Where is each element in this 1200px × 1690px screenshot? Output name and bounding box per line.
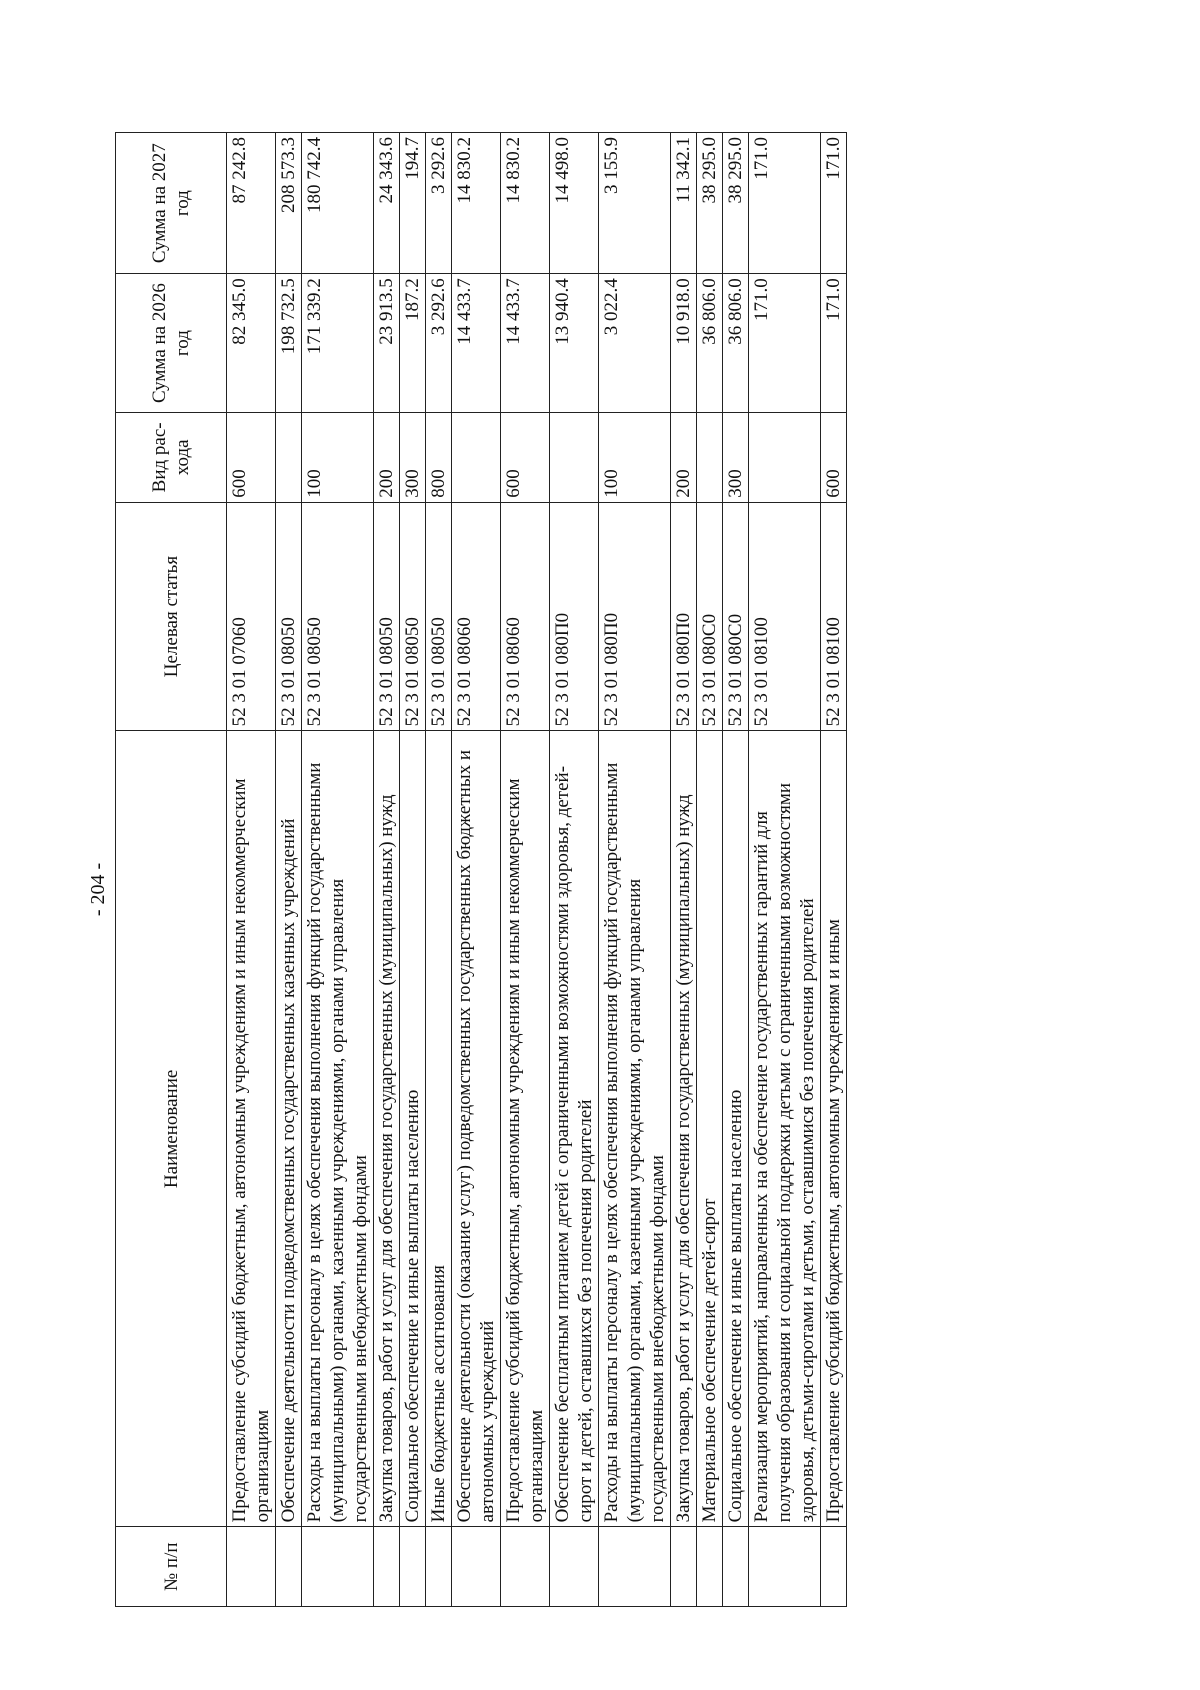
table-row <box>400 133 426 1607</box>
cell-code: 52 3 01 08050 <box>374 502 400 731</box>
cell-sum-2027: 11 342.1 <box>671 133 697 274</box>
cell-num <box>276 1527 302 1607</box>
cell-code: 52 3 01 08050 <box>400 502 426 731</box>
table-row <box>501 133 550 1607</box>
cell-kind: 600 <box>821 412 847 502</box>
budget-table-container <box>115 132 1065 1607</box>
cell-kind <box>452 412 501 502</box>
cell-name: Социальное обеспечение и иные выплаты населению <box>400 731 426 1527</box>
cell-code: 52 3 01 08050 <box>302 502 374 731</box>
header-num: № п/п <box>116 1527 227 1607</box>
cell-code: 52 3 01 080П0 <box>671 502 697 731</box>
table-row <box>723 133 749 1607</box>
cell-sum-2026: 82 345.0 <box>227 274 276 413</box>
cell-code: 52 3 01 080П0 <box>550 502 599 731</box>
header-name: Наименование <box>116 731 227 1527</box>
cell-kind: 800 <box>426 412 452 502</box>
table-row <box>227 133 276 1607</box>
cell-num <box>821 1527 847 1607</box>
cell-kind <box>276 412 302 502</box>
cell-num <box>227 1527 276 1607</box>
cell-sum-2026: 171.0 <box>821 274 847 413</box>
cell-code: 52 3 01 080П0 <box>599 502 671 731</box>
cell-code: 52 3 01 08060 <box>452 502 501 731</box>
header-code: Целевая статья <box>116 502 227 731</box>
cell-code: 52 3 01 080С0 <box>723 502 749 731</box>
cell-kind: 200 <box>374 412 400 502</box>
table-row <box>302 133 374 1607</box>
cell-num <box>374 1527 400 1607</box>
cell-name: Обеспечение бесплатным питанием детей с ограниченными возможностями здоровья, детей-сирот и детей, оставшихся без попечения родителей <box>550 731 599 1527</box>
cell-code: 52 3 01 08100 <box>821 502 847 731</box>
cell-kind: 300 <box>400 412 426 502</box>
cell-num <box>723 1527 749 1607</box>
cell-num <box>400 1527 426 1607</box>
cell-name: Обеспечение деятельности подведомственных государственных казенных учреждений <box>276 731 302 1527</box>
cell-code: 52 3 01 07060 <box>227 502 276 731</box>
cell-sum-2027: 14 830.2 <box>501 133 550 274</box>
header-sum-2027: Сумма на 2027 год <box>116 133 227 274</box>
table-row <box>276 133 302 1607</box>
cell-kind: 100 <box>302 412 374 502</box>
cell-num <box>671 1527 697 1607</box>
table-row <box>374 133 400 1607</box>
table-row <box>821 133 847 1607</box>
cell-sum-2027: 14 830.2 <box>452 133 501 274</box>
cell-sum-2027: 208 573.3 <box>276 133 302 274</box>
cell-sum-2027: 194.7 <box>400 133 426 274</box>
table-row <box>671 133 697 1607</box>
table-row <box>599 133 671 1607</box>
cell-name: Закупка товаров, работ и услуг для обеспечения государственных (муниципальных) нужд <box>374 731 400 1527</box>
cell-sum-2027: 87 242.8 <box>227 133 276 274</box>
cell-sum-2027: 38 295.0 <box>723 133 749 274</box>
table-row <box>749 133 821 1607</box>
cell-code: 52 3 01 08050 <box>276 502 302 731</box>
header-sum-2026: Сумма на 2026 год <box>116 274 227 413</box>
cell-sum-2026: 10 918.0 <box>671 274 697 413</box>
cell-num <box>749 1527 821 1607</box>
cell-sum-2027: 171.0 <box>749 133 821 274</box>
cell-sum-2027: 3 292.6 <box>426 133 452 274</box>
cell-num <box>599 1527 671 1607</box>
cell-code: 52 3 01 08100 <box>749 502 821 731</box>
cell-sum-2026: 3 292.6 <box>426 274 452 413</box>
table-header-row <box>116 133 227 1607</box>
cell-name: Расходы на выплаты персоналу в целях обеспечения выполнения функций государственными (муниципальными) органами, казенными учреждениями, органами управления государственными внебюджетными фондами <box>302 731 374 1527</box>
cell-name: Расходы на выплаты персоналу в целях обеспечения выполнения функций государственными (муниципальными) органами, казенными учреждениями, органами управления государственными внебюджетными фондами <box>599 731 671 1527</box>
cell-code: 52 3 01 080С0 <box>697 502 723 731</box>
cell-sum-2026: 3 022.4 <box>599 274 671 413</box>
cell-name: Закупка товаров, работ и услуг для обеспечения государственных (муниципальных) нужд <box>671 731 697 1527</box>
cell-kind <box>697 412 723 502</box>
cell-sum-2027: 38 295.0 <box>697 133 723 274</box>
cell-sum-2026: 13 940.4 <box>550 274 599 413</box>
cell-kind <box>749 412 821 502</box>
page-number: - 204 - <box>87 862 110 917</box>
cell-sum-2027: 24 343.6 <box>374 133 400 274</box>
cell-sum-2026: 14 433.7 <box>501 274 550 413</box>
cell-kind: 600 <box>227 412 276 502</box>
cell-name: Обеспечение деятельности (оказание услуг) подведомственных государственных бюджетных и автономных учреждений <box>452 731 501 1527</box>
header-kind: Вид рас-хода <box>116 412 227 502</box>
table-row <box>426 133 452 1607</box>
table-row <box>452 133 501 1607</box>
cell-sum-2026: 36 806.0 <box>697 274 723 413</box>
cell-sum-2026: 198 732.5 <box>276 274 302 413</box>
cell-sum-2027: 180 742.4 <box>302 133 374 274</box>
cell-kind <box>550 412 599 502</box>
cell-name: Предоставление субсидий бюджетным, автономным учреждениям и иным некоммерческим организациям <box>501 731 550 1527</box>
cell-sum-2026: 187.2 <box>400 274 426 413</box>
cell-name: Материальное обеспечение детей-сирот <box>697 731 723 1527</box>
cell-num <box>697 1527 723 1607</box>
cell-sum-2027: 14 498.0 <box>550 133 599 274</box>
cell-code: 52 3 01 08050 <box>426 502 452 731</box>
cell-num <box>501 1527 550 1607</box>
cell-sum-2026: 36 806.0 <box>723 274 749 413</box>
cell-name: Предоставление субсидий бюджетным, автономным учреждениям и иным некоммерческим организациям <box>227 731 276 1527</box>
cell-kind: 600 <box>501 412 550 502</box>
cell-code: 52 3 01 08060 <box>501 502 550 731</box>
table-row <box>697 133 723 1607</box>
cell-num <box>302 1527 374 1607</box>
cell-kind: 300 <box>723 412 749 502</box>
cell-sum-2026: 171 339.2 <box>302 274 374 413</box>
cell-sum-2027: 171.0 <box>821 133 847 274</box>
cell-sum-2026: 23 913.5 <box>374 274 400 413</box>
cell-num <box>426 1527 452 1607</box>
cell-name: Иные бюджетные ассигнования <box>426 731 452 1527</box>
cell-sum-2027: 3 155.9 <box>599 133 671 274</box>
cell-kind: 100 <box>599 412 671 502</box>
cell-sum-2026: 171.0 <box>749 274 821 413</box>
table-row <box>550 133 599 1607</box>
cell-num <box>550 1527 599 1607</box>
cell-name: Реализация мероприятий, направленных на обеспечение государственных гарантий для получения образования и социальной поддержки детьми с ограниченными возможностями здоровья, детьми-сиротами и детьми, оставшимися без попечения родителей <box>749 731 821 1527</box>
cell-num <box>452 1527 501 1607</box>
cell-kind: 200 <box>671 412 697 502</box>
cell-name: Предоставление субсидий бюджетным, автономным учреждениям и иным <box>821 731 847 1527</box>
cell-sum-2026: 14 433.7 <box>452 274 501 413</box>
cell-name: Социальное обеспечение и иные выплаты населению <box>723 731 749 1527</box>
budget-table <box>115 132 847 1607</box>
